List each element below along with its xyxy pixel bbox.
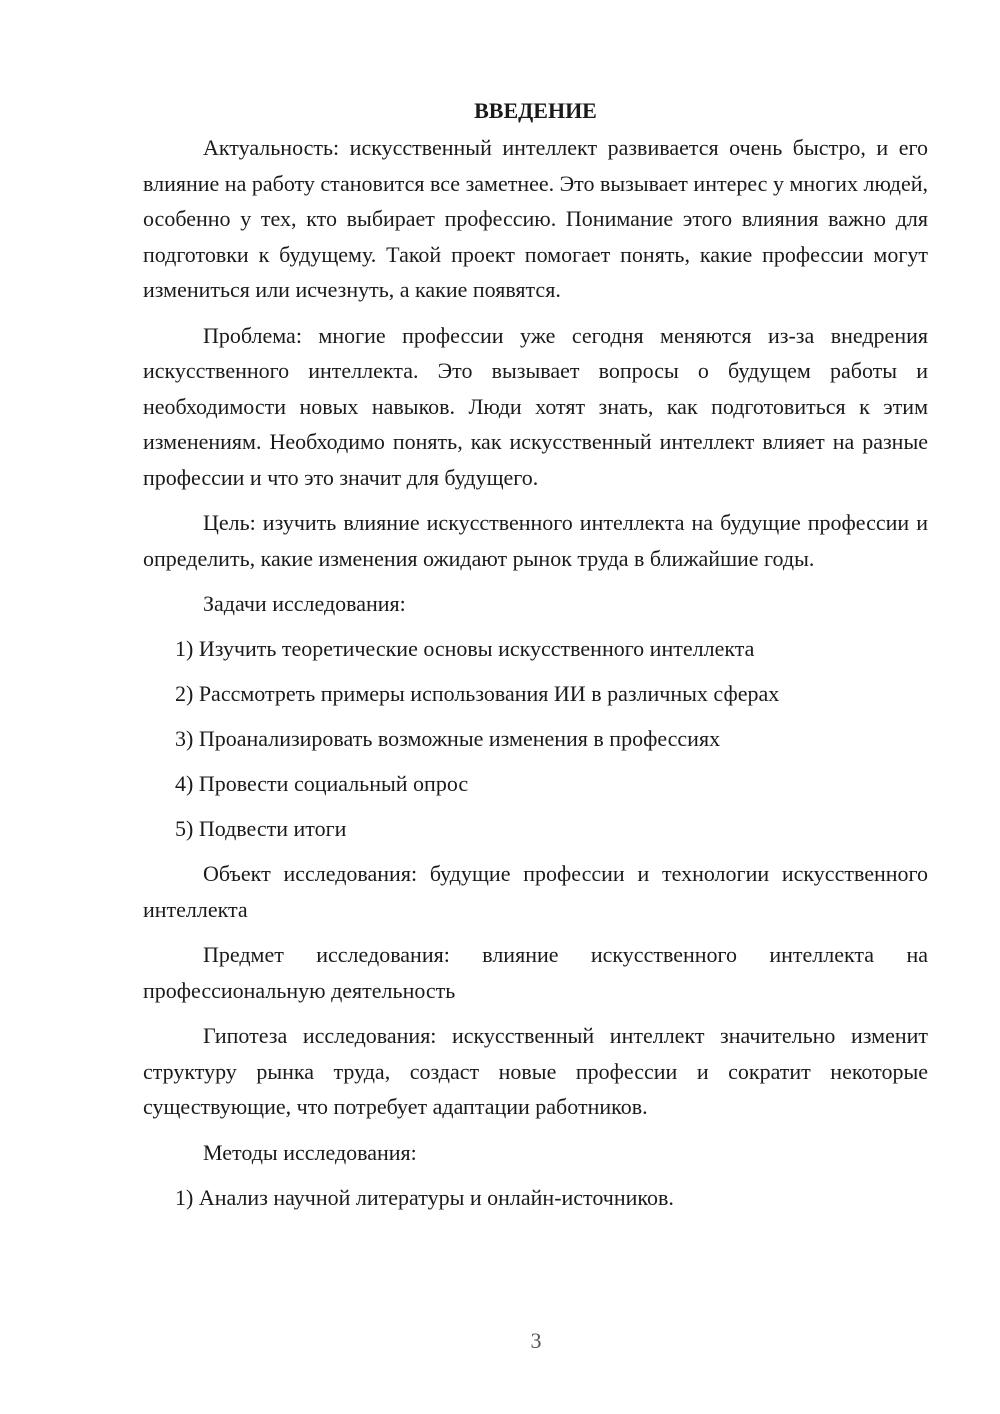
tasks-title: Задачи исследования: (203, 591, 406, 616)
task-item-4: 4) Провести социальный опрос (175, 771, 469, 796)
document-page (143, 95, 928, 1225)
methods-title: Методы исследования: (203, 1139, 417, 1165)
hypothesis-paragraph: Гипотеза исследования: искусственный интеллект значительно изменит структуру рынка труда, создаст новые профессии и сократит некоторые существующие, что потребует адаптации работников. (143, 1023, 928, 1119)
task-item-1: 1) Изучить теоретические основы искусственного интеллекта (175, 636, 755, 661)
subject-paragraph: Предмет исследования: влияние искусственного интеллекта на профессиональную деятельность (143, 942, 928, 1003)
task-item-3: 3) Проанализировать возможные изменения в профессиях (175, 726, 721, 751)
problem-paragraph: Проблема: многие профессии уже сегодня меняются из-за внедрения искусственного интеллекта. Это вызывает вопросы о будущем работы и необходимости новых навыков. Люди хотят знать, как подготовиться к этим изменениям. Необходимо понять, как искусственный интеллект влияет на разные профессии и что это значит для будущего. (143, 322, 928, 490)
method-item-1: 1) Анализ научной литературы и онлайн-источников. (175, 1184, 674, 1210)
task-item-2: 2) Рассмотреть примеры использования ИИ в различных сферах (175, 681, 780, 706)
page-number: 3 (530, 1328, 542, 1353)
object-paragraph: Объект исследования: будущие профессии и технологии искусственного интеллекта (143, 861, 928, 922)
task-item-5: 5) Подвести итоги (175, 816, 347, 841)
section-heading: ВВЕДЕНИЕ (474, 98, 597, 123)
relevance-paragraph: Актуальность: искусственный интеллект развивается очень быстро, и его влияние на работу становится все заметнее. Это вызывает интерес у многих людей, особенно у тех, кто выбирает профессию. Понимание этого влияния важно для подготовки к будущему. Такой проект помогает понять, какие профессии могут измениться или исчезнуть, а какие появятся. (143, 135, 928, 302)
goal-paragraph: Цель: изучить влияние искусственного интеллекта на будущие профессии и определить, какие изменения ожидают рынок труда в ближайшие годы. (143, 510, 928, 571)
